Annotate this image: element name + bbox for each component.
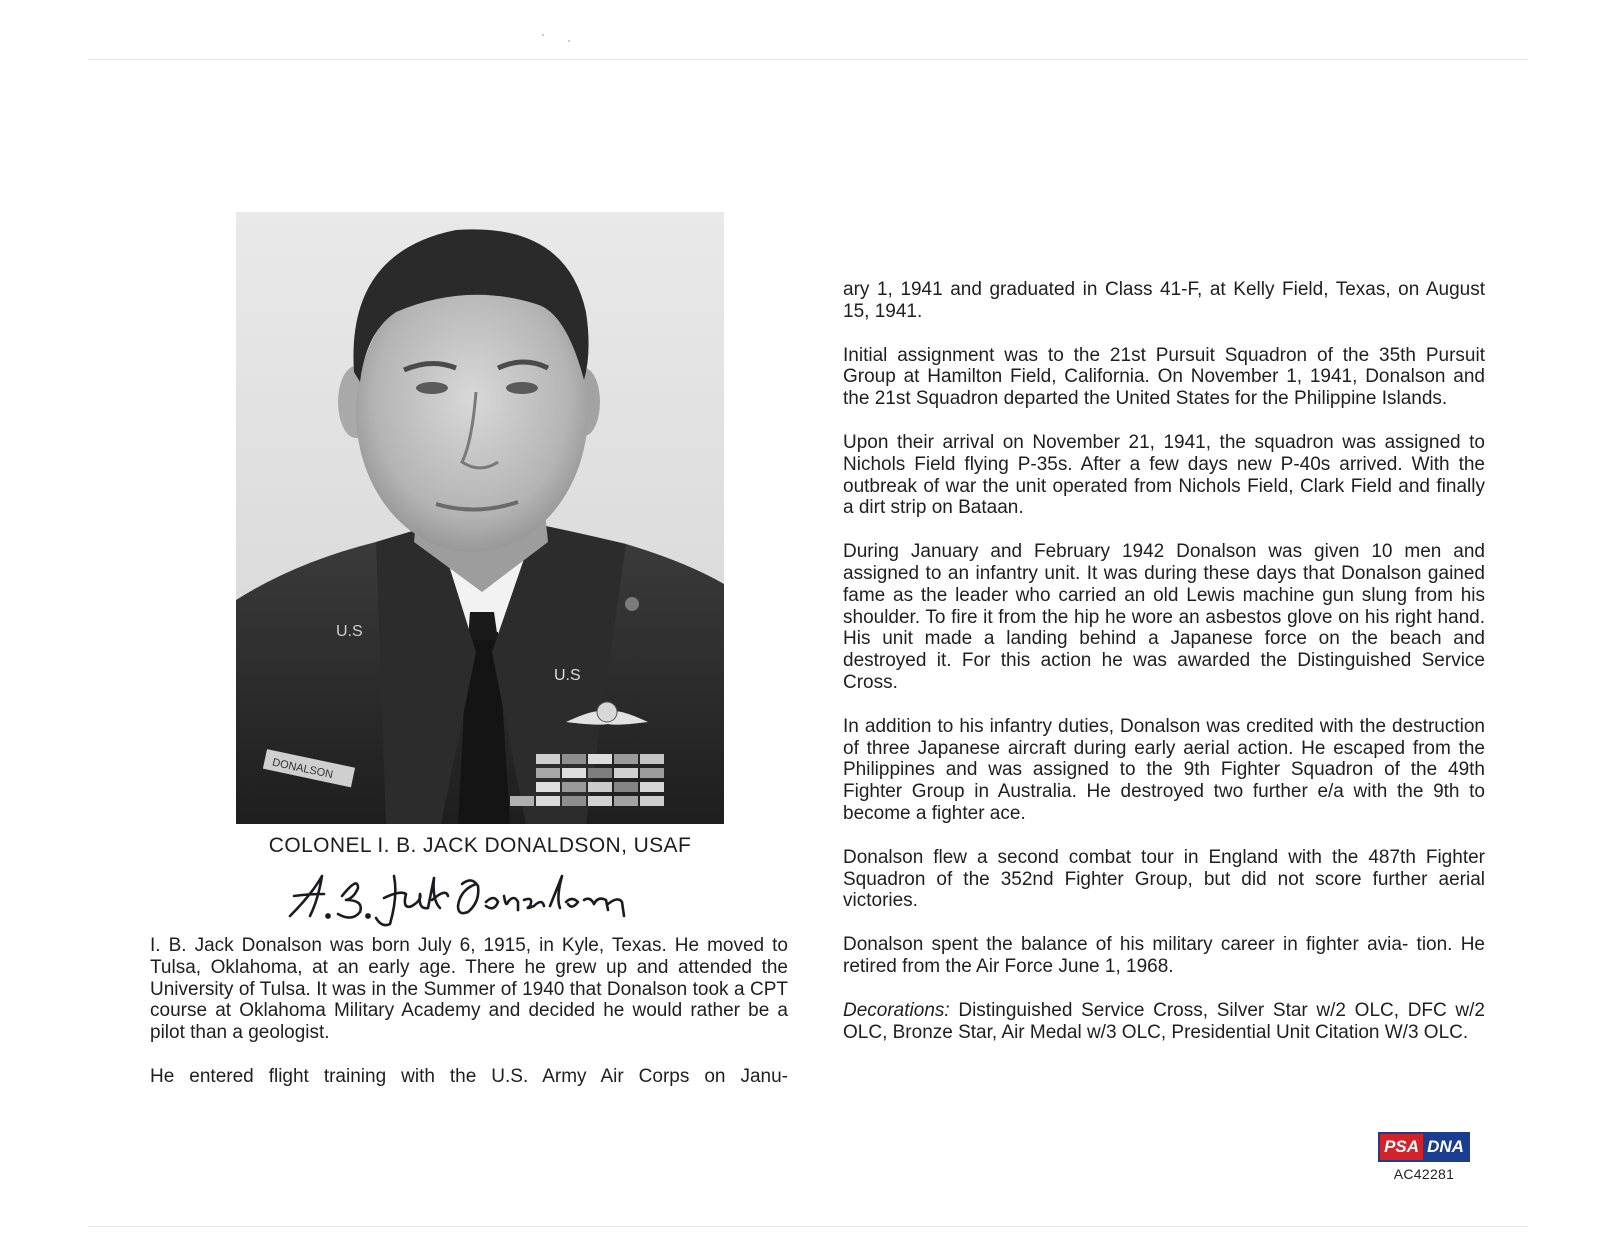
bio-paragraph: In addition to his infantry duties, Donalson was credited with the destruction of three Japanese aircraft during early aerial action. He escaped from the Philippines and was assigned to the 9th Fighter Squadron of the 49th Fighter Group in Australia. He destroyed two further e/a with the 9th to become a fighter ace. (843, 715, 1485, 824)
bio-left-column (150, 935, 788, 1088)
bio-paragraph: Donalson spent the balance of his military career in fighter avia- tion. He retired from the Air Force June 1, 1968. (843, 934, 1485, 977)
portrait-photo (236, 212, 724, 824)
autograph-signature (272, 866, 648, 928)
paper-speck (568, 40, 570, 42)
bio-right-column (843, 279, 1485, 1043)
decorations-label: Decorations: (843, 999, 950, 1021)
collar-insignia-left: U.S (336, 623, 363, 640)
portrait-caption: COLONEL I. B. JACK DONALDSON, USAF (268, 834, 692, 857)
logo-psa-text: PSA (1380, 1134, 1423, 1160)
collar-insignia-right: U.S (554, 667, 581, 684)
top-edge-rule (88, 59, 1528, 60)
bottom-edge-rule (88, 1226, 1528, 1227)
certificate-code: AC42281 (1393, 1166, 1455, 1182)
psa-dna-logo (1378, 1132, 1470, 1162)
bio-paragraph: ary 1, 1941 and graduated in Class 41-F, at Kelly Field, Texas, on August 15, 1941. (843, 279, 1485, 322)
bio-paragraph: I. B. Jack Donalson was born July 6, 1915, in Kyle, Texas. He moved to Tulsa, Oklahoma, at an early age. There he grew up and attended the University of Tulsa. It was in the Summer of 1940 that Donalson took a CPT course at Oklahoma Military Academy and decided he would rather be a pilot than a geologist. (150, 935, 788, 1044)
logo-dna-text: DNA (1423, 1134, 1468, 1160)
nameplate-text: DONALSON (271, 756, 335, 782)
bio-paragraph: Upon their arrival on November 21, 1941, the squadron was assigned to Nichols Field flying P-35s. After a few days new P-40s arrived. With the outbreak of war the unit operated from Nichols Field, Clark Field and finally a dirt strip on Bataan. (843, 431, 1485, 519)
bio-paragraph: Donalson flew a second combat tour in England with the 487th Fighter Squadron of the 352nd Fighter Group, but did not score further aerial victories. (843, 846, 1485, 912)
decorations-paragraph (843, 1000, 1485, 1044)
bio-paragraph: During January and February 1942 Donalson was given 10 men and assigned to an infantry unit. It was during these days that Donalson gained fame as the leader who carried an old Lewis machine gun slung from his shoulder. To fire it from the hip he wore an asbestos glove on his right hand. His unit made a landing behind a Japanese force on the beach and destroyed it. For this action he was awarded the Distinguished Service Cross. (843, 541, 1485, 693)
decorations-text: Distinguished Service Cross, Silver Star w/2 OLC, DFC w/2 OLC, Bronze Star, Air Medal w/3 OLC, Presidential Unit Citation W/3 OLC. (843, 999, 1485, 1043)
bio-paragraph: He entered flight training with the U.S. Army Air Corps on Janu- (150, 1065, 788, 1087)
paper-speck (542, 34, 544, 36)
authentication-sticker (1374, 1132, 1474, 1182)
bio-paragraph: Initial assignment was to the 21st Pursuit Squadron of the 35th Pursuit Group at Hamilton Field, California. On November 1, 1941, Donalson and the 21st Squadron departed the United States for the Philippine Islands. (843, 344, 1485, 410)
